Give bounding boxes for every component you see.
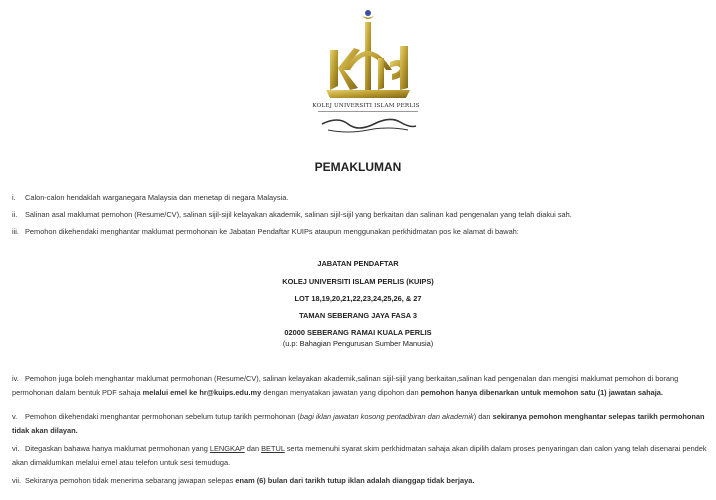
notice-item-5 xyxy=(12,410,712,437)
item-text: Pemohon dikehendaki menghantar permohonan sebelum tutup tarikh permohonan ( xyxy=(25,412,300,421)
address-line-2: KOLEJ UNIVERSITI ISLAM PERLIS (KUIPS) xyxy=(282,277,434,286)
item-number: ii. xyxy=(12,210,18,219)
notice-item-6 xyxy=(12,442,712,469)
item-number: iii. xyxy=(12,227,19,236)
item-underlined-text: LENGKAP xyxy=(209,444,245,453)
item-text: ) dan xyxy=(473,412,493,421)
address-line-5: 02000 SEBERANG RAMAI KUALA PERLIS xyxy=(284,328,432,337)
notice-item-3 xyxy=(12,225,712,239)
item-number: i. xyxy=(12,193,16,202)
item-text: Pemohon dikehendaki menghantar maklumat permohonan ke Jabatan Pendaftar KUIPs ataupun menggunakan perkhidmatan pos ke alamat di bawah: xyxy=(25,227,519,236)
address-line-4: TAMAN SEBERANG JAYA FASA 3 xyxy=(299,311,417,320)
item-bold-text: sekiranya pemohon menghantar selepas tarikh permohonan tidak akan dilayan. xyxy=(12,412,705,435)
notice-item-2 xyxy=(12,208,712,222)
item-italic-text: bagi iklan jawatan kosong pentadbiran dan akademik xyxy=(299,412,474,421)
item-number: v. xyxy=(12,412,18,421)
address-line-1: JABATAN PENDAFTAR xyxy=(317,259,399,268)
kuips-emblem-icon xyxy=(308,6,428,140)
item-number: vii. xyxy=(12,476,22,485)
item-bold-text: enam (6) bulan dari tarikh tutup iklan adalah dianggap tidak berjaya. xyxy=(235,476,475,485)
item-underlined-text: BETUL xyxy=(261,444,285,453)
item-number: vi. xyxy=(12,444,20,453)
item-text: Pemohon juga boleh menghantar maklumat permohonan (Resume/CV), salinan kelayakan akademik,salinan sijil-sijil yang berkaitan,salinan kad pengenalan dan mengisi maklumat pemohon di borang permohonan dalam bentuk PDF sahaja xyxy=(12,374,679,397)
item-text: Ditegaskan bahawa hanya maklumat permohonan yang xyxy=(25,444,210,453)
address-line-6: (u.p: Bahagian Pengurusan Sumber Manusia) xyxy=(282,339,434,348)
notice-item-7 xyxy=(12,474,712,488)
item-text: Salinan asal maklumat pemohon (Resume/CV), salinan sijil-sijil kelayakan akademik, salinan sijil-sijil yang berkaitan dan salinan kad pengenalan yang telah diakui sah. xyxy=(25,210,572,219)
item-number: iv. xyxy=(12,374,19,383)
notice-item-1 xyxy=(12,191,712,205)
college-name-logo-text: KOLEJ UNIVERSITI ISLAM PERLIS xyxy=(312,103,420,109)
item-text: dengan menyatakan jawatan yang dipohon dan xyxy=(261,387,421,397)
email-link[interactable]: hr@kuips.edu.my xyxy=(199,387,262,397)
item-bold-text: pemohon hanya dibenarkan untuk memohon satu (1) jawatan sahaja. xyxy=(420,387,663,397)
kuips-logo xyxy=(308,6,428,140)
item-text: dan xyxy=(244,444,262,453)
item-text: Calon-calon hendaklah warganegara Malaysia dan menetap di negara Malaysia. xyxy=(25,193,289,202)
item-text: Sekiranya pemohon tidak menerima sebarang jawapan selepas xyxy=(25,476,236,485)
page-title: PEMAKLUMAN xyxy=(314,160,402,174)
notice-item-4 xyxy=(12,372,712,399)
item-bold-text: melalui emel ke xyxy=(142,387,198,397)
item-text: serta memenuhi syarat skim perkhidmatan sahaja akan dipilih dalam proses penyaringan dan calon yang telah disenarai pendek akan dimaklumkan melalui emel atau telefon untuk sesi temuduga. xyxy=(12,444,707,467)
address-line-3: LOT 18,19,20,21,22,23,24,25,26, & 27 xyxy=(294,294,422,303)
